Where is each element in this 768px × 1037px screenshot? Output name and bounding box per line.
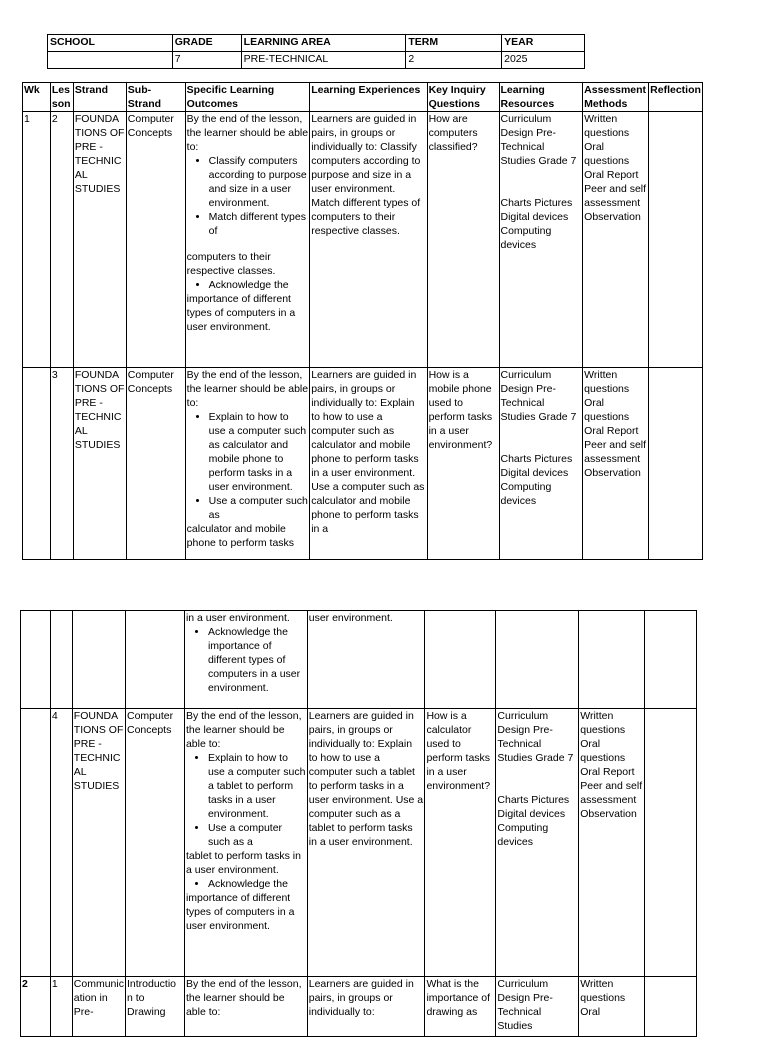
resources-cell: Curriculum Design Pre-Technical Studies xyxy=(496,977,579,1037)
slo-list xyxy=(186,751,306,849)
slo-cell xyxy=(184,709,307,977)
slo-item: • Match different types of xyxy=(209,210,309,238)
reflection-cell xyxy=(649,112,703,368)
col-week: Wk xyxy=(23,83,51,112)
resources-cell xyxy=(499,112,583,368)
school-label: SCHOOL xyxy=(48,35,173,52)
slo-continuation: computers to their respective classes. xyxy=(186,251,276,277)
col-resources: Learning Resources xyxy=(499,83,583,112)
week-cell: 2 xyxy=(21,977,51,1037)
learning-experience-cell: Learners are guided in pairs, in groups or individually to: Explain to how to use a computer such as calculator and mobile phone to perform tasks in a user environment. Use a computer such as calculator and mobile phone to perform tasks in a xyxy=(310,368,427,560)
learning-area-value: PRE-TECHNICAL xyxy=(241,52,406,69)
slo-intro: By the end of the lesson, the learner should be able to: xyxy=(186,113,309,153)
slo-item: • Acknowledge the xyxy=(208,877,306,891)
slo-item: • Classify computers according to purpose and size in a user environment. xyxy=(209,154,309,210)
scheme-of-work-table-continued xyxy=(20,610,697,1037)
slo-continuation: importance of different types of computers in a user environment. xyxy=(186,293,296,333)
key-inquiry-cell: How are computers classified? xyxy=(427,112,499,368)
col-key-inquiry: Key Inquiry Questions xyxy=(427,83,499,112)
lesson-cell: 2 xyxy=(50,112,73,368)
col-substrand: Sub-Strand xyxy=(126,83,185,112)
key-inquiry-cell: What is the importance of drawing as xyxy=(425,977,496,1037)
resources-materials: Charts Pictures Digital devices Computing devices xyxy=(500,197,573,251)
assessment-cell: Written questions Oral questions Oral Report Peer and self assessment Observation xyxy=(583,112,649,368)
slo-list xyxy=(187,410,309,522)
substrand-cell: Computer Concepts xyxy=(125,709,184,977)
slo-item: • Use a computer such as a xyxy=(208,821,306,849)
substrand-cell: Computer Concepts xyxy=(126,368,185,560)
slo-list xyxy=(187,154,309,238)
week-cell xyxy=(23,368,51,560)
slo-list xyxy=(186,877,306,891)
school-value xyxy=(48,52,173,69)
key-inquiry-cell: How is a calculator used to perform tasks in a user environment? xyxy=(425,709,496,977)
resources-curriculum: Curriculum Design Pre-Technical Studies Grade 7 xyxy=(497,710,574,764)
resources-cell xyxy=(499,368,583,560)
col-strand: Strand xyxy=(73,83,126,112)
table-row xyxy=(21,977,697,1037)
col-lesson: Les son xyxy=(50,83,73,112)
strand-cell: Communic ation in Pre- xyxy=(72,977,125,1037)
slo-cell xyxy=(185,112,310,368)
grade-value: 7 xyxy=(172,52,241,69)
scheme-of-work-table xyxy=(22,82,703,560)
slo-intro: By the end of the lesson, the learner should be able to: xyxy=(185,710,302,750)
col-learning-experiences: Learning Experiences xyxy=(310,83,427,112)
table-header-row xyxy=(23,83,703,112)
col-reflection: Reflection xyxy=(649,83,703,112)
table-row xyxy=(23,112,703,368)
week-cell: 1 xyxy=(23,112,51,368)
resources-curriculum: Curriculum Design Pre-Technical Studies Grade 7 xyxy=(500,369,577,423)
slo-continuation: tablet to perform tasks in a user environment. xyxy=(185,850,301,876)
col-slo: Specific Learning Outcomes xyxy=(185,83,310,112)
table-row xyxy=(21,709,697,977)
slo-list xyxy=(186,625,306,695)
school-info-table xyxy=(47,34,585,69)
assessment-cell: Written questions Oral questions Oral Report Peer and self assessment Observation xyxy=(583,368,649,560)
learning-area-label: LEARNING AREA xyxy=(241,35,406,52)
table-row xyxy=(21,611,697,709)
term-value: 2 xyxy=(406,52,502,69)
grade-label: GRADE xyxy=(172,35,241,52)
learning-experience-cell: Learners are guided in pairs, in groups or individually to: xyxy=(307,977,425,1037)
table-row xyxy=(23,368,703,560)
strand-cell: FOUNDA TIONS OF PRE - TECHNIC AL STUDIES xyxy=(73,368,126,560)
slo-list xyxy=(187,278,309,292)
slo-item: • Use a computer such as xyxy=(209,494,309,522)
slo-item: • Explain to how to use a computer such as calculator and mobile phone to perform tasks in a user environment. xyxy=(209,410,309,494)
week-cell xyxy=(21,709,51,977)
year-label: YEAR xyxy=(502,35,585,52)
resources-materials: Charts Pictures Digital devices Computing devices xyxy=(497,794,570,848)
slo-continuation: in a user environment. xyxy=(185,612,290,624)
learning-experience-cell: Learners are guided in pairs, in groups or individually to: Classify computers according to purpose and size in a user environment. Match different types of computers to their respective classes. xyxy=(310,112,427,368)
resources-cell xyxy=(496,709,579,977)
lesson-cell: 3 xyxy=(50,368,73,560)
substrand-cell: Computer Concepts xyxy=(126,112,185,368)
slo-cell xyxy=(185,368,310,560)
lesson-cell: 1 xyxy=(50,977,72,1037)
slo-continuation: importance of different types of computers in a user environment. xyxy=(185,892,295,932)
col-assessment: Assessment Methods xyxy=(583,83,649,112)
substrand-cell: Introductio n to Drawing xyxy=(125,977,184,1037)
slo-item: • Acknowledge the importance of different types of computers in a user environment. xyxy=(208,625,306,695)
slo-item: • Acknowledge the xyxy=(209,278,309,292)
year-value: 2025 xyxy=(502,52,585,69)
reflection-cell xyxy=(645,977,697,1037)
strand-cell: FOUNDA TIONS OF PRE - TECHNIC AL STUDIES xyxy=(72,709,125,977)
resources-curriculum: Curriculum Design Pre-Technical Studies Grade 7 xyxy=(500,113,577,167)
slo-cell xyxy=(184,611,307,709)
learning-experience-cell: user environment. xyxy=(307,611,425,709)
lesson-cell: 4 xyxy=(50,709,72,977)
slo-cell: By the end of the lesson, the learner should be able to: xyxy=(184,977,307,1037)
learning-experience-cell: Learners are guided in pairs, in groups or individually to: Explain to how to use a computer such a tablet to perform tasks in a user environment. Use a computer such as a tablet to perform tasks in a user environment. xyxy=(307,709,425,977)
slo-continuation: calculator and mobile phone to perform tasks xyxy=(186,523,295,549)
slo-intro: By the end of the lesson, the learner should be able to: xyxy=(186,369,309,409)
resources-materials: Charts Pictures Digital devices Computing devices xyxy=(500,453,573,507)
strand-cell: FOUNDA TIONS OF PRE - TECHNIC AL STUDIES xyxy=(73,112,126,368)
term-label: TERM xyxy=(406,35,502,52)
reflection-cell xyxy=(645,709,697,977)
reflection-cell xyxy=(649,368,703,560)
assessment-cell: Written questions Oral questions Oral Report Peer and self assessment Observation xyxy=(579,709,645,977)
assessment-cell: Written questions Oral xyxy=(579,977,645,1037)
key-inquiry-cell: How is a mobile phone used to perform tasks in a user environment? xyxy=(427,368,499,560)
slo-item: • Explain to how to use a computer such a tablet to perform tasks in a user environment. xyxy=(208,751,306,821)
